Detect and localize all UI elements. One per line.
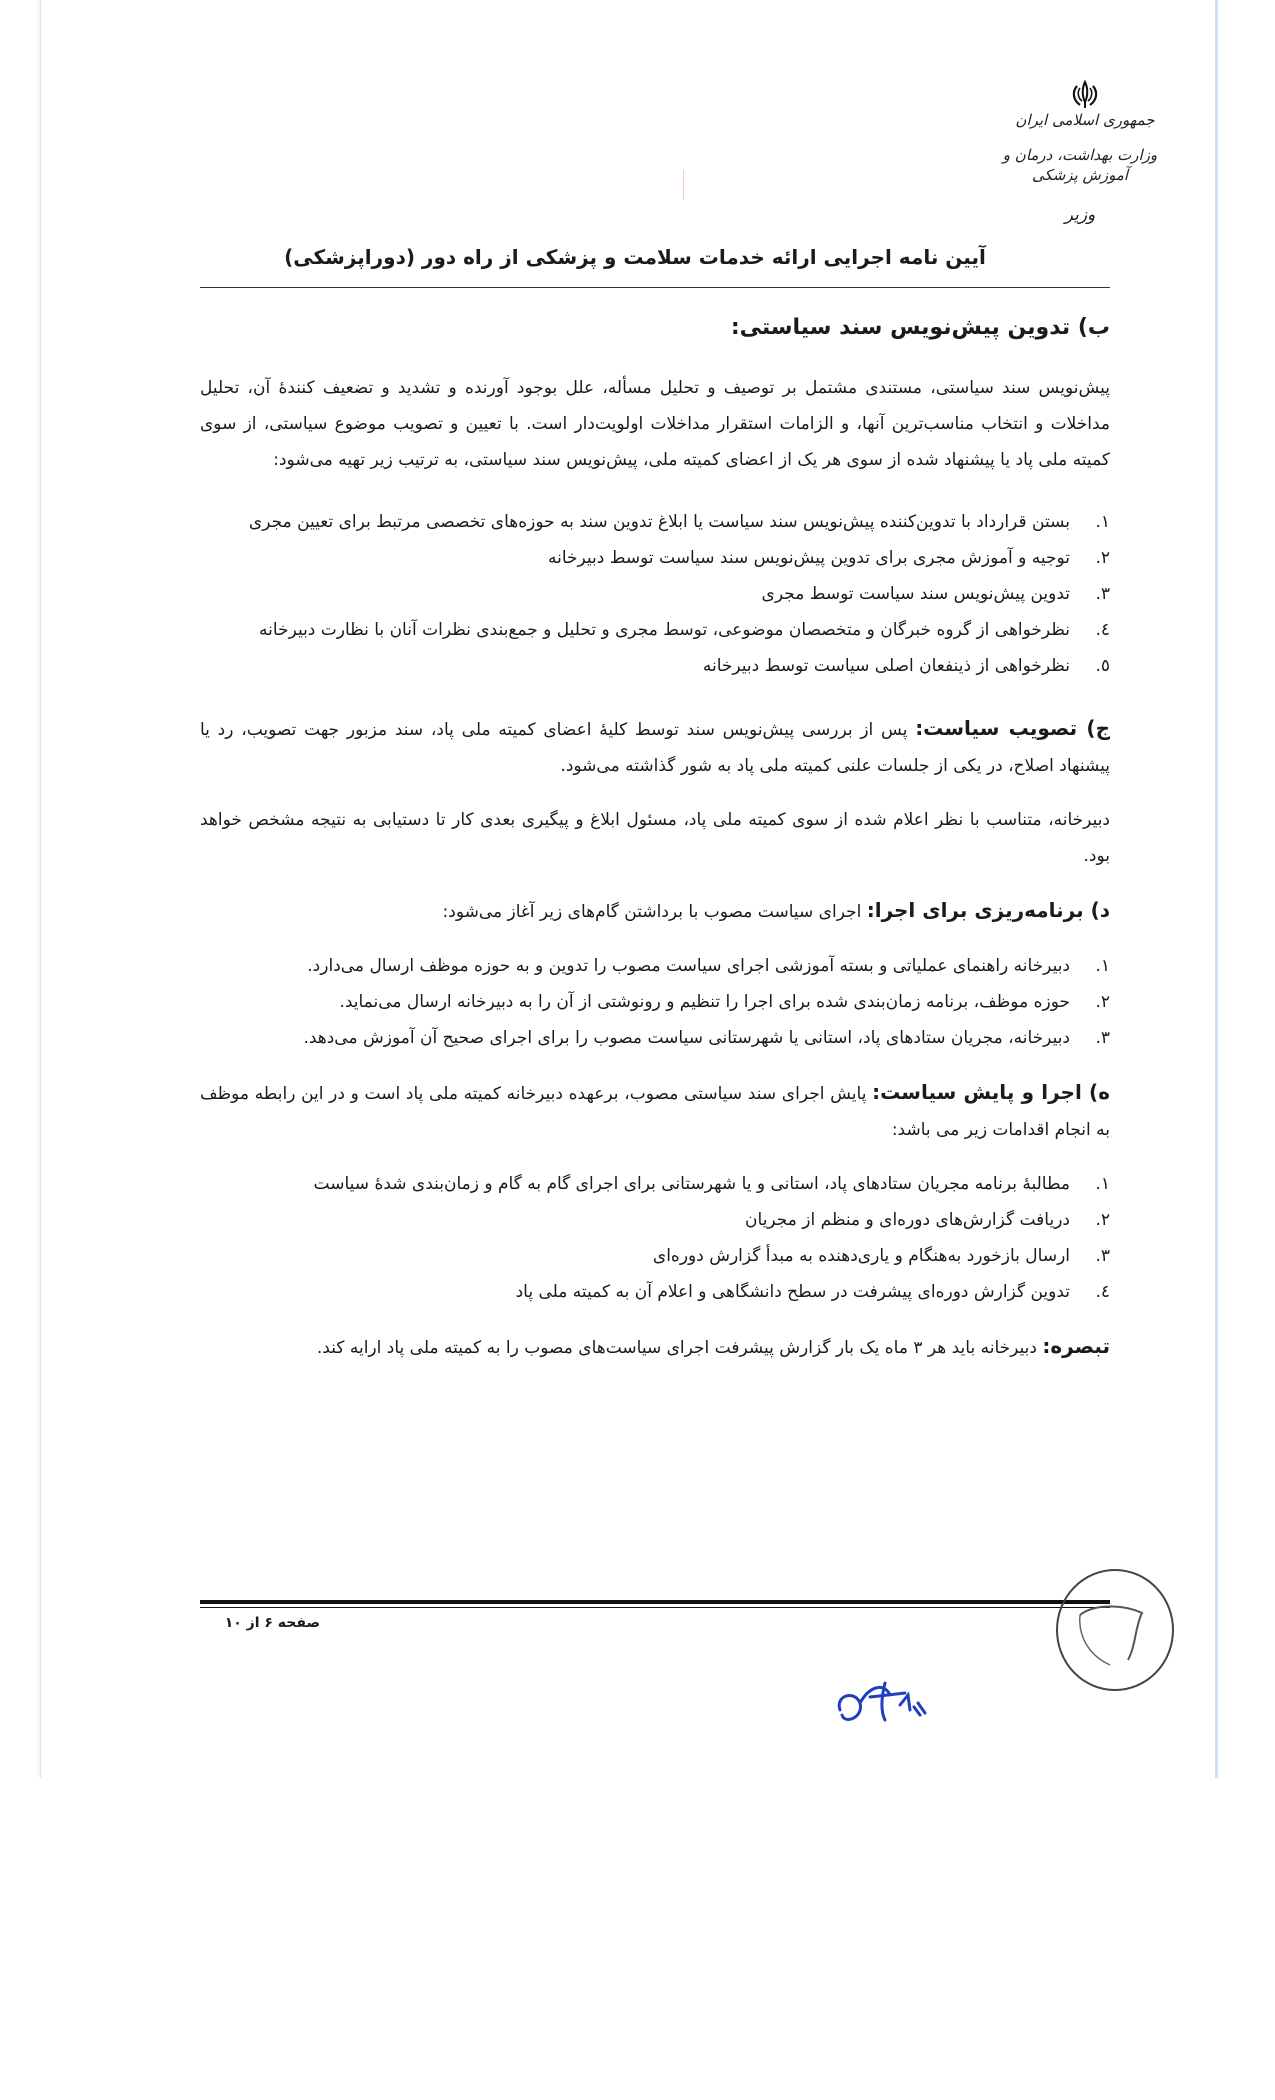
list-item <box>200 1166 1110 1202</box>
section-e-paragraph <box>200 1074 1110 1148</box>
title-divider <box>200 287 1110 288</box>
list-item <box>200 1238 1110 1274</box>
list-number: ۳. <box>1095 1028 1110 1048</box>
list-text: تدوین پیش‌نویس سند سیاست توسط مجری <box>761 584 1070 604</box>
list-text: بستن قرارداد با تدوین‌کننده پیش‌نویس سند سیاست یا ابلاغ تدوین سند به حوزه‌های تخصصی مرتبط برای تعیین مجری <box>248 512 1070 532</box>
section-d-heading: د) برنامه‌ریزی برای اجرا: <box>866 898 1110 922</box>
document-title: آیین نامه اجرایی ارائه خدمات سلامت و پزشکی از راه دور (دوراپزشکی) <box>284 245 986 269</box>
section-e-list <box>200 1166 1110 1310</box>
margin-rule <box>1215 0 1218 1778</box>
list-text: حوزه موظف، برنامه زمان‌بندی شده برای اجرا را تنظیم و رونوشتی از آن را به دبیرخانه ارسال می‌نماید. <box>339 992 1070 1012</box>
list-item <box>200 576 1110 612</box>
note-heading: تبصره: <box>1042 1334 1110 1358</box>
section-c-paragraph <box>200 710 1110 784</box>
note-paragraph <box>200 1328 1110 1366</box>
list-text: توجیه و آموزش مجری برای تدوین پیش‌نویس سند سیاست توسط دبیرخانه <box>547 548 1070 568</box>
list-number: ۳. <box>1095 1246 1110 1266</box>
emblem-icon <box>1050 80 1120 110</box>
footer-divider-thin <box>200 1607 1110 1608</box>
list-item <box>200 948 1110 984</box>
list-text: مطالبهٔ برنامه مجریان ستادهای پاد، استانی و یا شهرستانی برای اجرای گام به گام و زمان‌بندی شدهٔ سیاست <box>313 1174 1070 1194</box>
footer-divider <box>200 1600 1110 1604</box>
office-title: وزیر <box>1064 205 1096 225</box>
ink-mark <box>683 170 684 200</box>
list-item <box>200 1202 1110 1238</box>
list-number: ۱. <box>1095 1174 1110 1194</box>
list-item <box>200 612 1110 648</box>
blank-area <box>0 1778 1275 2100</box>
section-d-paragraph <box>200 892 1110 930</box>
section-e-text: پایش اجرای سند سیاستی مصوب، برعهده دبیرخانه کمیته ملی پاد است و در این رابطه موظف به انجام اقدامات زیر می باشد: <box>200 1084 1110 1140</box>
list-item <box>200 504 1110 540</box>
section-b-heading: ب) تدوین پیش‌نویس سند سیاستی: <box>730 315 1110 340</box>
section-d-text: اجرای سیاست مصوب با برداشتن گام‌های زیر آغاز می‌شود: <box>442 902 867 922</box>
list-number: ۲. <box>1095 992 1110 1012</box>
list-item <box>200 1020 1110 1056</box>
list-item <box>200 648 1110 684</box>
list-text: ارسال بازخورد به‌هنگام و یاری‌دهنده به مبدأ گزارش دوره‌ای <box>652 1246 1070 1266</box>
list-number: ۱. <box>1095 956 1110 976</box>
list-text: نظرخواهی از گروه خبرگان و متخصصان موضوعی، توسط مجری و تحلیل و جمع‌بندی نظرات آنان با نظارت دبیرخانه <box>259 620 1070 640</box>
section-c-text: پس از بررسی پیش‌نویس سند توسط کلیهٔ اعضای کمیته ملی پاد، سند مزبور جهت تصویب، رد یا پیشنهاد اصلاح، در یکی از جلسات علنی کمیته ملی پاد به شور گذاشته می‌شود. <box>200 720 1110 776</box>
section-e-heading: ه) اجرا و پایش سیاست: <box>872 1080 1110 1104</box>
list-item <box>200 984 1110 1020</box>
list-number: ٥. <box>1095 656 1110 676</box>
section-b-list <box>200 504 1110 684</box>
list-number: ٤. <box>1095 620 1110 640</box>
section-d-list <box>200 948 1110 1056</box>
stamp-icon <box>1050 1565 1180 1695</box>
section-c-heading: ج) تصویب سیاست: <box>915 716 1110 740</box>
list-number: ۲. <box>1095 1210 1110 1230</box>
list-text: دبیرخانه راهنمای عملیاتی و بسته آموزشی اجرای سیاست مصوب را تدوین و به حوزه موظف ارسال می‌دارد. <box>307 956 1070 976</box>
list-text: دبیرخانه، مجریان ستادهای پاد، استانی یا شهرستانی سیاست مصوب را برای اجرای صحیح آن آموزش می‌دهد. <box>303 1028 1070 1048</box>
document-body <box>200 308 1110 1366</box>
list-number: ۳. <box>1095 584 1110 604</box>
section-c-paragraph-2: دبیرخانه، متناسب با نظر اعلام شده از سوی کمیته ملی پاد، مسئول ابلاغ و پیگیری بعدی کار تا دستیابی به نتیجه مشخص خواهد بود. <box>200 810 1110 866</box>
list-text: نظرخواهی از ذینفعان اصلی سیاست توسط دبیرخانه <box>702 656 1070 676</box>
ministry-name: وزارت بهداشت، درمان و آموزش پزشکی <box>1002 146 1158 184</box>
list-text: دریافت گزارش‌های دوره‌ای و منظم از مجریان <box>745 1210 1070 1230</box>
list-item <box>200 540 1110 576</box>
list-number: ٤. <box>1095 1282 1110 1302</box>
list-number: ۱. <box>1095 512 1110 532</box>
list-text: تدوین گزارش دوره‌ای پیشرفت در سطح دانشگاهی و اعلام آن به کمیته ملی پاد <box>515 1282 1070 1302</box>
country-name: جمهوری اسلامی ایران <box>1015 111 1155 129</box>
list-number: ۲. <box>1095 548 1110 568</box>
section-b-paragraph: پیش‌نویس سند سیاستی، مستندی مشتمل بر توصیف و تحلیل مسأله، علل بوجود آورنده و تشدید و تضعیف کنندهٔ آن، تحلیل مداخلات و انتخاب مناسب‌ترین آنها، و الزامات استقرار مداخلات اولویت‌دار است. با تعیین و تصویب موضوع سیاستی، از سوی کمیته ملی پاد یا پیشنهاد شده از سوی هر یک از اعضای کمیته ملی، پیش‌نویس سند سیاستی، به ترتیب زیر تهیه می‌شود: <box>200 378 1110 470</box>
page-number: صفحه ۶ از ۱۰ <box>224 1615 320 1631</box>
note-text: دبیرخانه باید هر ۳ ماه یک بار گزارش پیشرفت اجرای سیاست‌های مصوب را به کمیته ملی پاد ارایه کند. <box>316 1338 1043 1358</box>
signature-icon <box>830 1665 960 1735</box>
list-item <box>200 1274 1110 1310</box>
